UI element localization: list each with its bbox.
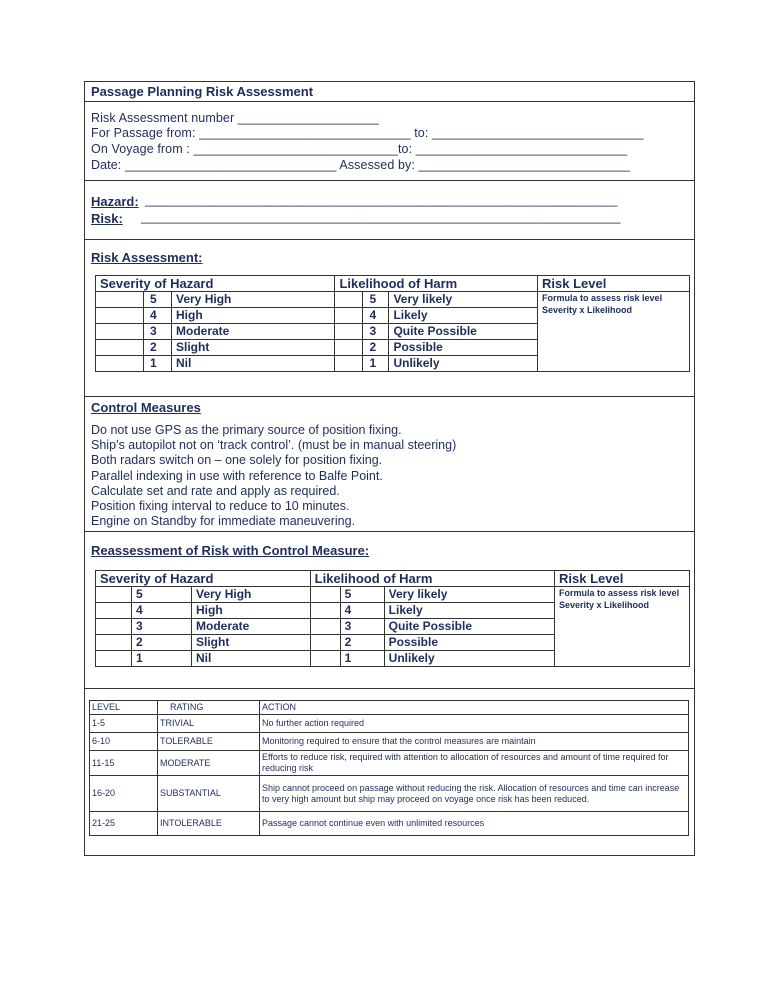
risk-input-line[interactable]: ____________________________________________________________________ (141, 210, 621, 224)
risk-assessment-section (85, 240, 694, 397)
table-row: 21-25 INTOLERABLE Passage cannot continue even with unlimited resources (90, 812, 689, 836)
risk-level-header: Risk Level (538, 276, 690, 292)
risk-level-header: Risk Level (555, 571, 690, 587)
hazard-input-line[interactable]: ___________________________________________________________________ (145, 193, 618, 207)
reassessment-heading: Reassessment of Risk with Control Measure: (91, 543, 370, 558)
risk-assessment-form (84, 81, 695, 856)
passage-from-field[interactable]: For Passage from: ______________________________ to: ______________________________ (91, 126, 644, 140)
table-row: 1-5 TRIVIAL No further action required (90, 715, 689, 733)
title-section (85, 82, 694, 102)
table-row: 11-15 MODERATE Efforts to reduce risk, required with attention to allocation of resources and amount of time required for reducing risk (90, 751, 689, 776)
level-header: LEVEL (90, 701, 158, 715)
formula-note: Formula to assess risk level Severity x Likelihood (538, 292, 690, 372)
list-item: Engine on Standby for immediate maneuvering. (91, 514, 356, 529)
list-item: Do not use GPS as the primary source of position fixing. (91, 423, 402, 437)
page-title: Passage Planning Risk Assessment (91, 84, 314, 99)
control-measures-list (91, 423, 456, 529)
voyage-from-field[interactable]: On Voyage from : _____________________________to: ______________________________ (91, 142, 628, 156)
list-item: Parallel indexing in use with reference to Balfe Point. (91, 468, 383, 483)
list-item: Position fixing interval to reduce to 10 minutes. (91, 499, 350, 514)
table-row: 16-20 SUBSTANTIAL Ship cannot proceed on passage without reducing the risk. Allocation of resources and time can increase to very high amount but ship may proceed on voyage once risk has been reduced. (90, 776, 689, 812)
hazard-section (85, 181, 694, 240)
reassessment-matrix-table: Severity of Hazard Likelihood of Harm Risk Level 5 Very High 5 Very likely Formula to assess risk level Severity x Likelihood 4 High 4 Likely 3 Moderate 3 Quite Possible 2 Slight 2 Possible 1 Nil 1 Unlikely (95, 570, 690, 667)
likelihood-header: Likelihood of Harm (335, 276, 538, 292)
risk-number-field[interactable]: Risk Assessment number ____________________ (91, 111, 379, 125)
action-header: ACTION (260, 701, 689, 715)
risk-matrix-table: Severity of Hazard Likelihood of Harm Risk Level 5 Very High 5 Very likely Formula to assess risk level Severity x Likelihood 4 High 4 Likely 3 Moderate 3 Quite Possible 2 Slight 2 Possible 1 Nil 1 Unlikely (95, 275, 690, 372)
risk-level-table (89, 700, 689, 836)
risk-assessment-heading: Risk Assessment: (91, 250, 203, 265)
risk-label: Risk: (91, 211, 123, 226)
list-item: Calculate set and rate and apply as required. (91, 483, 340, 498)
severity-header: Severity of Hazard (96, 571, 311, 587)
list-item: Both radars switch on – one solely for position fixing. (91, 453, 383, 468)
list-item: Ship’s autopilot not on ‘track control’. (must be in manual steering) (91, 438, 457, 453)
info-section (85, 102, 694, 181)
date-assessed-field[interactable]: Date: ______________________________ Assessed by: ______________________________ (91, 158, 631, 172)
control-measures-section (85, 397, 694, 532)
likelihood-header: Likelihood of Harm (310, 571, 554, 587)
reassessment-section (85, 532, 694, 689)
formula-note: Formula to assess risk level Severity x Likelihood (555, 587, 690, 667)
table-row: 6-10 TOLERABLE Monitoring required to ensure that the control measures are maintain (90, 733, 689, 751)
severity-header: Severity of Hazard (96, 276, 335, 292)
rating-header: RATING (158, 701, 260, 715)
control-measures-heading: Control Measures (91, 400, 201, 415)
hazard-label: Hazard: (91, 194, 139, 209)
